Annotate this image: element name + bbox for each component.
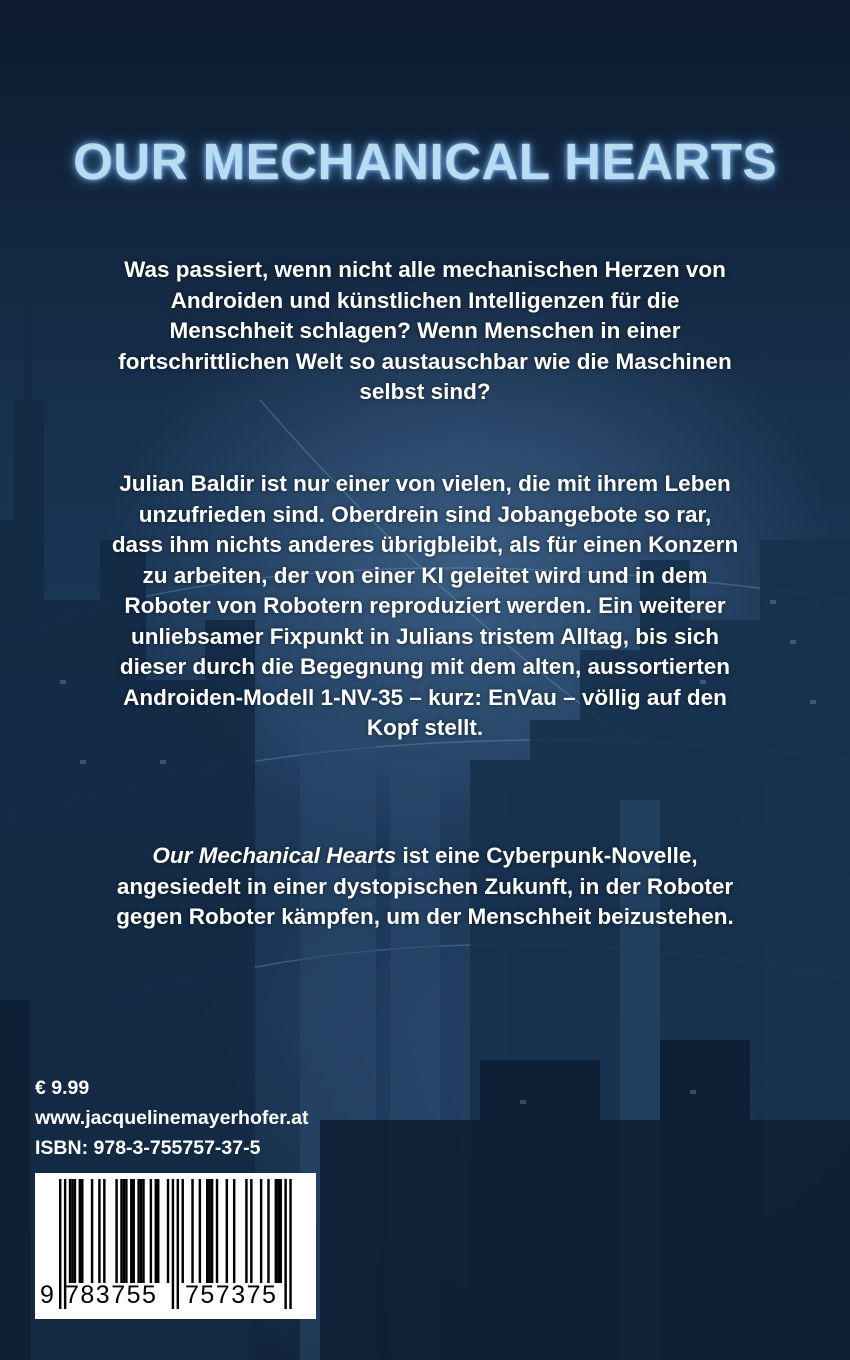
blurb-paragraph-1: Was passiert, wenn nicht alle mechanischen Herzen von Androiden und künstlichen Intelligenzen für die Menschheit schlagen? Wenn Menschen in einer fortschrittlichen Welt so austauschbar wie die Maschinen selbst sind? <box>118 257 732 404</box>
barcode-bar <box>123 1179 125 1283</box>
barcode-bar <box>216 1179 218 1283</box>
barcode-bar <box>250 1179 252 1283</box>
barcode-bar <box>140 1179 142 1283</box>
barcode-bar <box>69 1179 71 1283</box>
barcode-bar <box>74 1179 76 1283</box>
barcode-bar <box>120 1179 122 1283</box>
barcode-bar <box>280 1179 282 1283</box>
barcode-bar <box>191 1179 193 1283</box>
barcode-bar <box>79 1179 81 1283</box>
barcode-left-group: 783755 <box>65 1281 158 1309</box>
barcode-bar <box>226 1179 228 1283</box>
isbn-barcode <box>35 1173 316 1319</box>
barcode-bar <box>245 1179 247 1283</box>
blurb-book-title-italic: Our Mechanical Hearts <box>152 843 397 868</box>
barcode-bar <box>157 1179 159 1283</box>
barcode-right-group: 757375 <box>185 1281 278 1309</box>
barcode-guard-bar <box>59 1179 61 1309</box>
barcode-first-digit: 9 <box>40 1281 54 1309</box>
price: € 9.99 <box>35 1077 90 1099</box>
barcode-bar <box>71 1179 73 1283</box>
blurb-paragraph-3 <box>110 841 740 933</box>
barcode-bar <box>98 1179 100 1283</box>
barcode-bar <box>167 1179 169 1283</box>
barcode-guard-bar <box>284 1179 286 1309</box>
barcode-guard-bar <box>289 1179 291 1309</box>
barcode-bar <box>211 1179 213 1283</box>
barcode-bar <box>130 1179 132 1283</box>
book-title: OUR MECHANICAL HEARTS <box>73 133 777 190</box>
barcode-bar <box>277 1179 279 1283</box>
barcode-bar <box>81 1179 83 1283</box>
barcode-bar <box>208 1179 210 1283</box>
barcode-guard-bar <box>177 1179 179 1309</box>
isbn: ISBN: 978-3-755757-37-5 <box>35 1137 261 1159</box>
barcode-bar <box>199 1179 201 1283</box>
barcode-bar <box>150 1179 152 1283</box>
barcode-bar <box>142 1179 144 1283</box>
barcode-bar <box>267 1179 269 1283</box>
barcode-bar <box>275 1179 277 1283</box>
barcode-bar <box>155 1179 157 1283</box>
barcode-bar <box>115 1179 117 1283</box>
barcode-bar <box>233 1179 235 1283</box>
barcode-bar <box>125 1179 127 1283</box>
barcode-bar <box>137 1179 139 1283</box>
blurb-paragraph-3-text: ist eine Cyberpunk-Novelle, angesiedelt in einer dystopischen Zukunft, in der Roboter gegen Roboter kämpfen, um der Menschheit beizustehen. <box>116 843 734 929</box>
website-link[interactable]: www.jacquelinemayerhofer.at <box>35 1107 309 1129</box>
barcode-bar <box>91 1179 93 1283</box>
barcode-bar <box>182 1179 184 1283</box>
blurb-paragraph-2: Julian Baldir ist nur einer von vielen, die mit ihrem Leben unzufrieden sind. Oberdrein sind Jobangebote so rar, dass ihm nichts anderes übrigbleibt, als für einen Konzern zu arbeiten, der von einer KI geleitet wird und in dem Roboter von Robotern reproduziert werden. Ein weiterer unliebsamer Fixpunkt in Julians tristem Alltag, bis sich dieser durch die Begegnung mit dem alten, aussortierten Androiden-Modell 1-NV-35 – kurz: EnVau – völlig auf den Kopf stellt. <box>111 471 739 740</box>
barcode-bar <box>206 1179 208 1283</box>
barcode-bar <box>103 1179 105 1283</box>
barcode-bar <box>133 1179 135 1283</box>
barcode-guard-bar <box>172 1179 174 1309</box>
barcode-bar <box>260 1179 262 1283</box>
